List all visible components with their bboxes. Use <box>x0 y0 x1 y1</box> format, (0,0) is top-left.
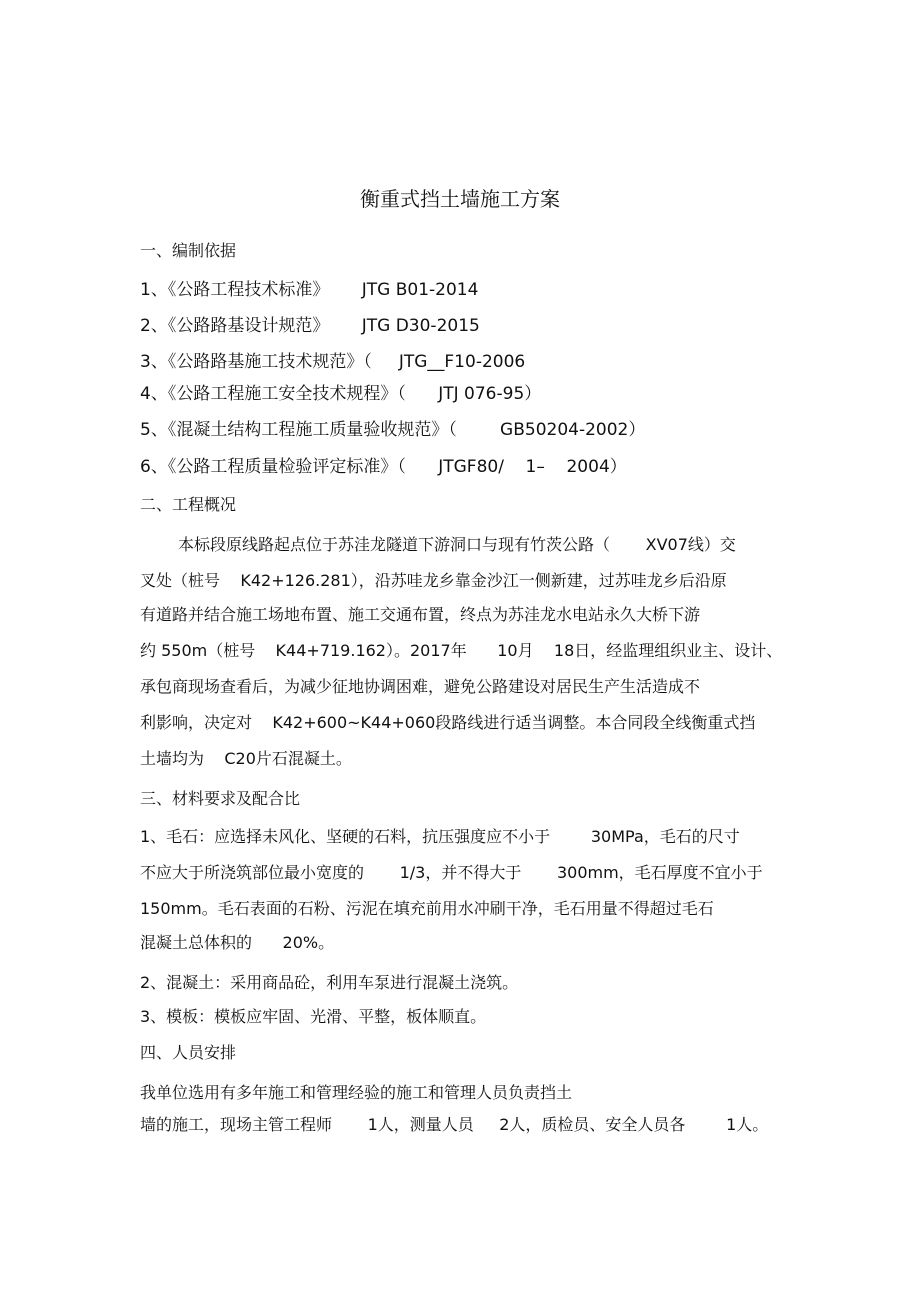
reference-item-6: 6、《公路工程质量检验评定标准》（ JTGF80/ 1– 2004） <box>140 457 627 477</box>
reference-item-2: 2、《公路路基设计规范》 JTG D30-2015 <box>140 316 480 336</box>
paragraph-line: 本标段原线路起点位于苏洼龙隧道下游洞口与现有竹茨公路（ XV07线）交 <box>178 535 736 554</box>
paragraph-line: 不应大于所浇筑部位最小宽度的 1/3，并不得大于 300mm，毛石厚度不宜小于 <box>140 863 763 882</box>
paragraph-line: 约 550m（桩号 K44+719.162）。2017年 10月 18日，经监理组织业主、设计、 <box>140 641 783 660</box>
paragraph-line: 有道路并结合施工场地布置、施工交通布置，终点为苏洼龙水电站永久大桥下游 <box>140 605 701 624</box>
section-heading-basis: 一、编制依据 <box>140 241 237 260</box>
material-item-stone: 1、毛石：应选择未风化、坚硬的石料，抗压强度应不小于 30MPa，毛石的尺寸 <box>140 827 740 846</box>
paragraph-line: 混凝土总体积的 20%。 <box>140 933 335 952</box>
paragraph-line: 承包商现场查看后，为减少征地协调困难，避免公路建设对居民生产生活造成不 <box>140 677 701 696</box>
paragraph-line: 墙的施工，现场主管工程师 1人，测量人员 2人，质检员、安全人员各 1人。 <box>140 1115 769 1134</box>
paragraph-line: 利影响，决定对 K42+600~K44+060段路线进行适当调整。本合同段全线衡重式挡 <box>140 713 756 732</box>
paragraph-line: 150mm。毛石表面的石粉、污泥在填充前用水冲刷干净，毛石用量不得超过毛石 <box>140 899 714 918</box>
reference-item-1: 1、《公路工程技术标准》 JTG B01-2014 <box>140 280 479 300</box>
reference-item-4: 4、《公路工程施工安全技术规程》（ JTJ 076-95） <box>140 384 542 404</box>
material-item-formwork: 3、模板：模板应牢固、光滑、平整，板体顺直。 <box>140 1007 487 1026</box>
material-item-concrete: 2、混凝土：采用商品砼，利用车泵进行混凝土浇筑。 <box>140 973 519 992</box>
paragraph-line: 土墙均为 C20片石混凝土。 <box>140 749 352 768</box>
paragraph-line: 叉处（桩号 K42+126.281），沿苏哇龙乡靠金沙江一侧新建，过苏哇龙乡后沿原 <box>140 571 727 590</box>
reference-item-5: 5、《混凝土结构工程施工质量验收规范》（ GB50204-2002） <box>140 420 646 440</box>
paragraph-line: 我单位选用有多年施工和管理经验的施工和管理人员负责挡土 <box>140 1083 573 1102</box>
reference-item-3: 3、《公路路基施工技术规范》（ JTG__F10-2006 <box>140 352 526 372</box>
section-heading-overview: 二、工程概况 <box>140 495 237 514</box>
section-heading-staffing: 四、人员安排 <box>140 1043 237 1062</box>
document-title: 衡重式挡土墙施工方案 <box>360 187 560 211</box>
section-heading-materials: 三、材料要求及配合比 <box>140 789 301 808</box>
